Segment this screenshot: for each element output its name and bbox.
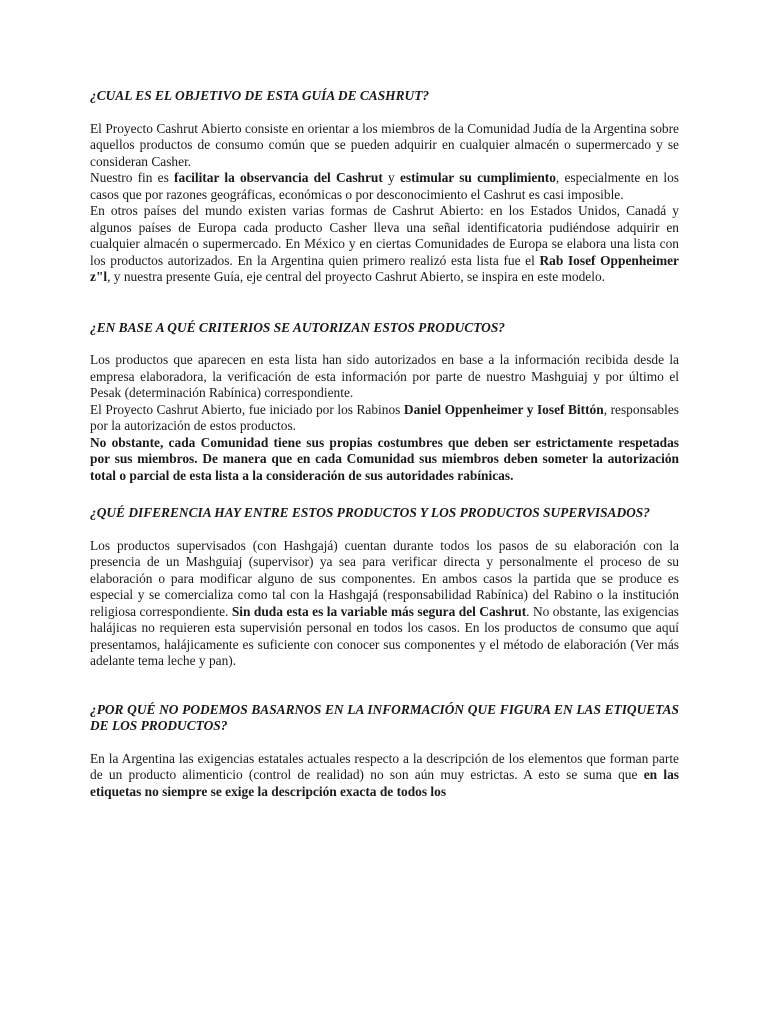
bold-phrase: Sin duda esta es la variable más segura del Cashrut — [231, 603, 527, 619]
section-objetivo — [90, 88, 679, 286]
paragraph: En otros países del mundo existen varias formas de Cashrut Abierto: en los Estados Unidos, Canadá y algunos países de Europa cada producto Casher lleva una señal identificatoria pudiéndose adquirir en cualquier almacén o supermercado. En México y en ciertas Comunidades de Europa se elabora una lista con los productos autorizados. En la Argentina quien primero realizó esta lista fue el Rab Iosef Oppenheimer z"l, y nuestra presente Guía, eje central del proyecto Cashrut Abierto, se inspira en este modelo. — [90, 203, 679, 284]
bold-phrase: estimular su cumplimiento — [399, 170, 556, 185]
bold-phrase: Daniel Oppenheimer y Iosef Bittón — [403, 401, 604, 417]
section-title: ¿CUAL ES EL OBJETIVO DE ESTA GUÍA DE CASHRUT? — [90, 88, 430, 103]
section-diferencia — [90, 505, 679, 670]
section-title: ¿POR QUÉ NO PODEMOS BASARNOS EN LA INFORMACIÓN QUE FIGURA EN LAS ETIQUETAS DE LOS PRODUCTOS? — [90, 701, 679, 733]
bold-paragraph: No obstante, cada Comunidad tiene sus propias costumbres que deben ser estrictamente respetadas por sus miembros. De manera que en cada Comunidad sus miembros deben someter la autorización total o parcial de esta lista a la consideración de sus autoridades rabínicas. — [90, 434, 679, 483]
paragraph: Los productos supervisados (con Hashgajá) cuentan durante todos los pasos de su elaboración con la presencia de un Mashguiaj (supervisor) ya sea para verificar directa y personalmente el proceso de su elaboración o para modificar alguno de sus componentes. En ambos casos la partida que se produce es especial y se comercializa como tal con la Hashgajá (responsabilidad Rabínica) del Rabino o la institución religiosa correspondiente. Sin duda esta es la variable más segura del Cashrut. No obstante, las exigencias halájicas no requieren esta supervisión personal en todos los casos. En los productos de consumo que aquí presentamos, halájicamente es suficiente con conocer sus componentes y el método de elaboración (Ver más adelante tema leche y pan). — [90, 537, 679, 668]
section-criterios — [90, 320, 679, 485]
paragraph: Los productos que aparecen en esta lista han sido autorizados en base a la información recibida desde la empresa elaboradora, la verificación de esta información por parte de nuestro Mashguiaj y por último el Pesak (determinación Rabínica) correspondiente. — [90, 352, 679, 400]
bold-phrase: en las etiquetas no siempre se exige la descripción exacta de todos los — [90, 767, 679, 799]
paragraph: En la Argentina las exigencias estatales actuales respecto a la descripción de los elementos que forman parte de un producto alimenticio (control de realidad) no son aún muy estrictas. A esto se suma que en las etiquetas no siempre se exige la descripción exacta de todos los — [90, 750, 679, 799]
section-title: ¿QUÉ DIFERENCIA HAY ENTRE ESTOS PRODUCTOS Y LOS PRODUCTOS SUPERVISADOS? — [90, 505, 650, 520]
paragraph: El Proyecto Cashrut Abierto consiste en orientar a los miembros de la Comunidad Judía de la Argentina sobre aquellos productos de consumo común que se pueden adquirir en cualquier almacén o supermercado y se consideran Casher. — [90, 120, 679, 169]
paragraph: Nuestro fin es facilitar la observancia del Cashrut y estimular su cumplimiento, especialmente en los casos que por razones geográficas, económicas o por desconocimiento el Cashrut es casi imposible. — [90, 170, 679, 202]
bold-phrase: facilitar la observancia del Cashrut — [174, 170, 383, 185]
paragraph: El Proyecto Cashrut Abierto, fue iniciado por los Rabinos Daniel Oppenheimer y Iosef Bittón, responsables por la autorización de estos productos. — [90, 401, 679, 433]
section-title: ¿EN BASE A QUÉ CRITERIOS SE AUTORIZAN ESTOS PRODUCTOS? — [90, 319, 505, 335]
bold-phrase: Rab Iosef Oppenheimer z"l — [90, 252, 679, 284]
section-etiquetas — [90, 702, 679, 801]
paragraph — [90, 435, 679, 485]
